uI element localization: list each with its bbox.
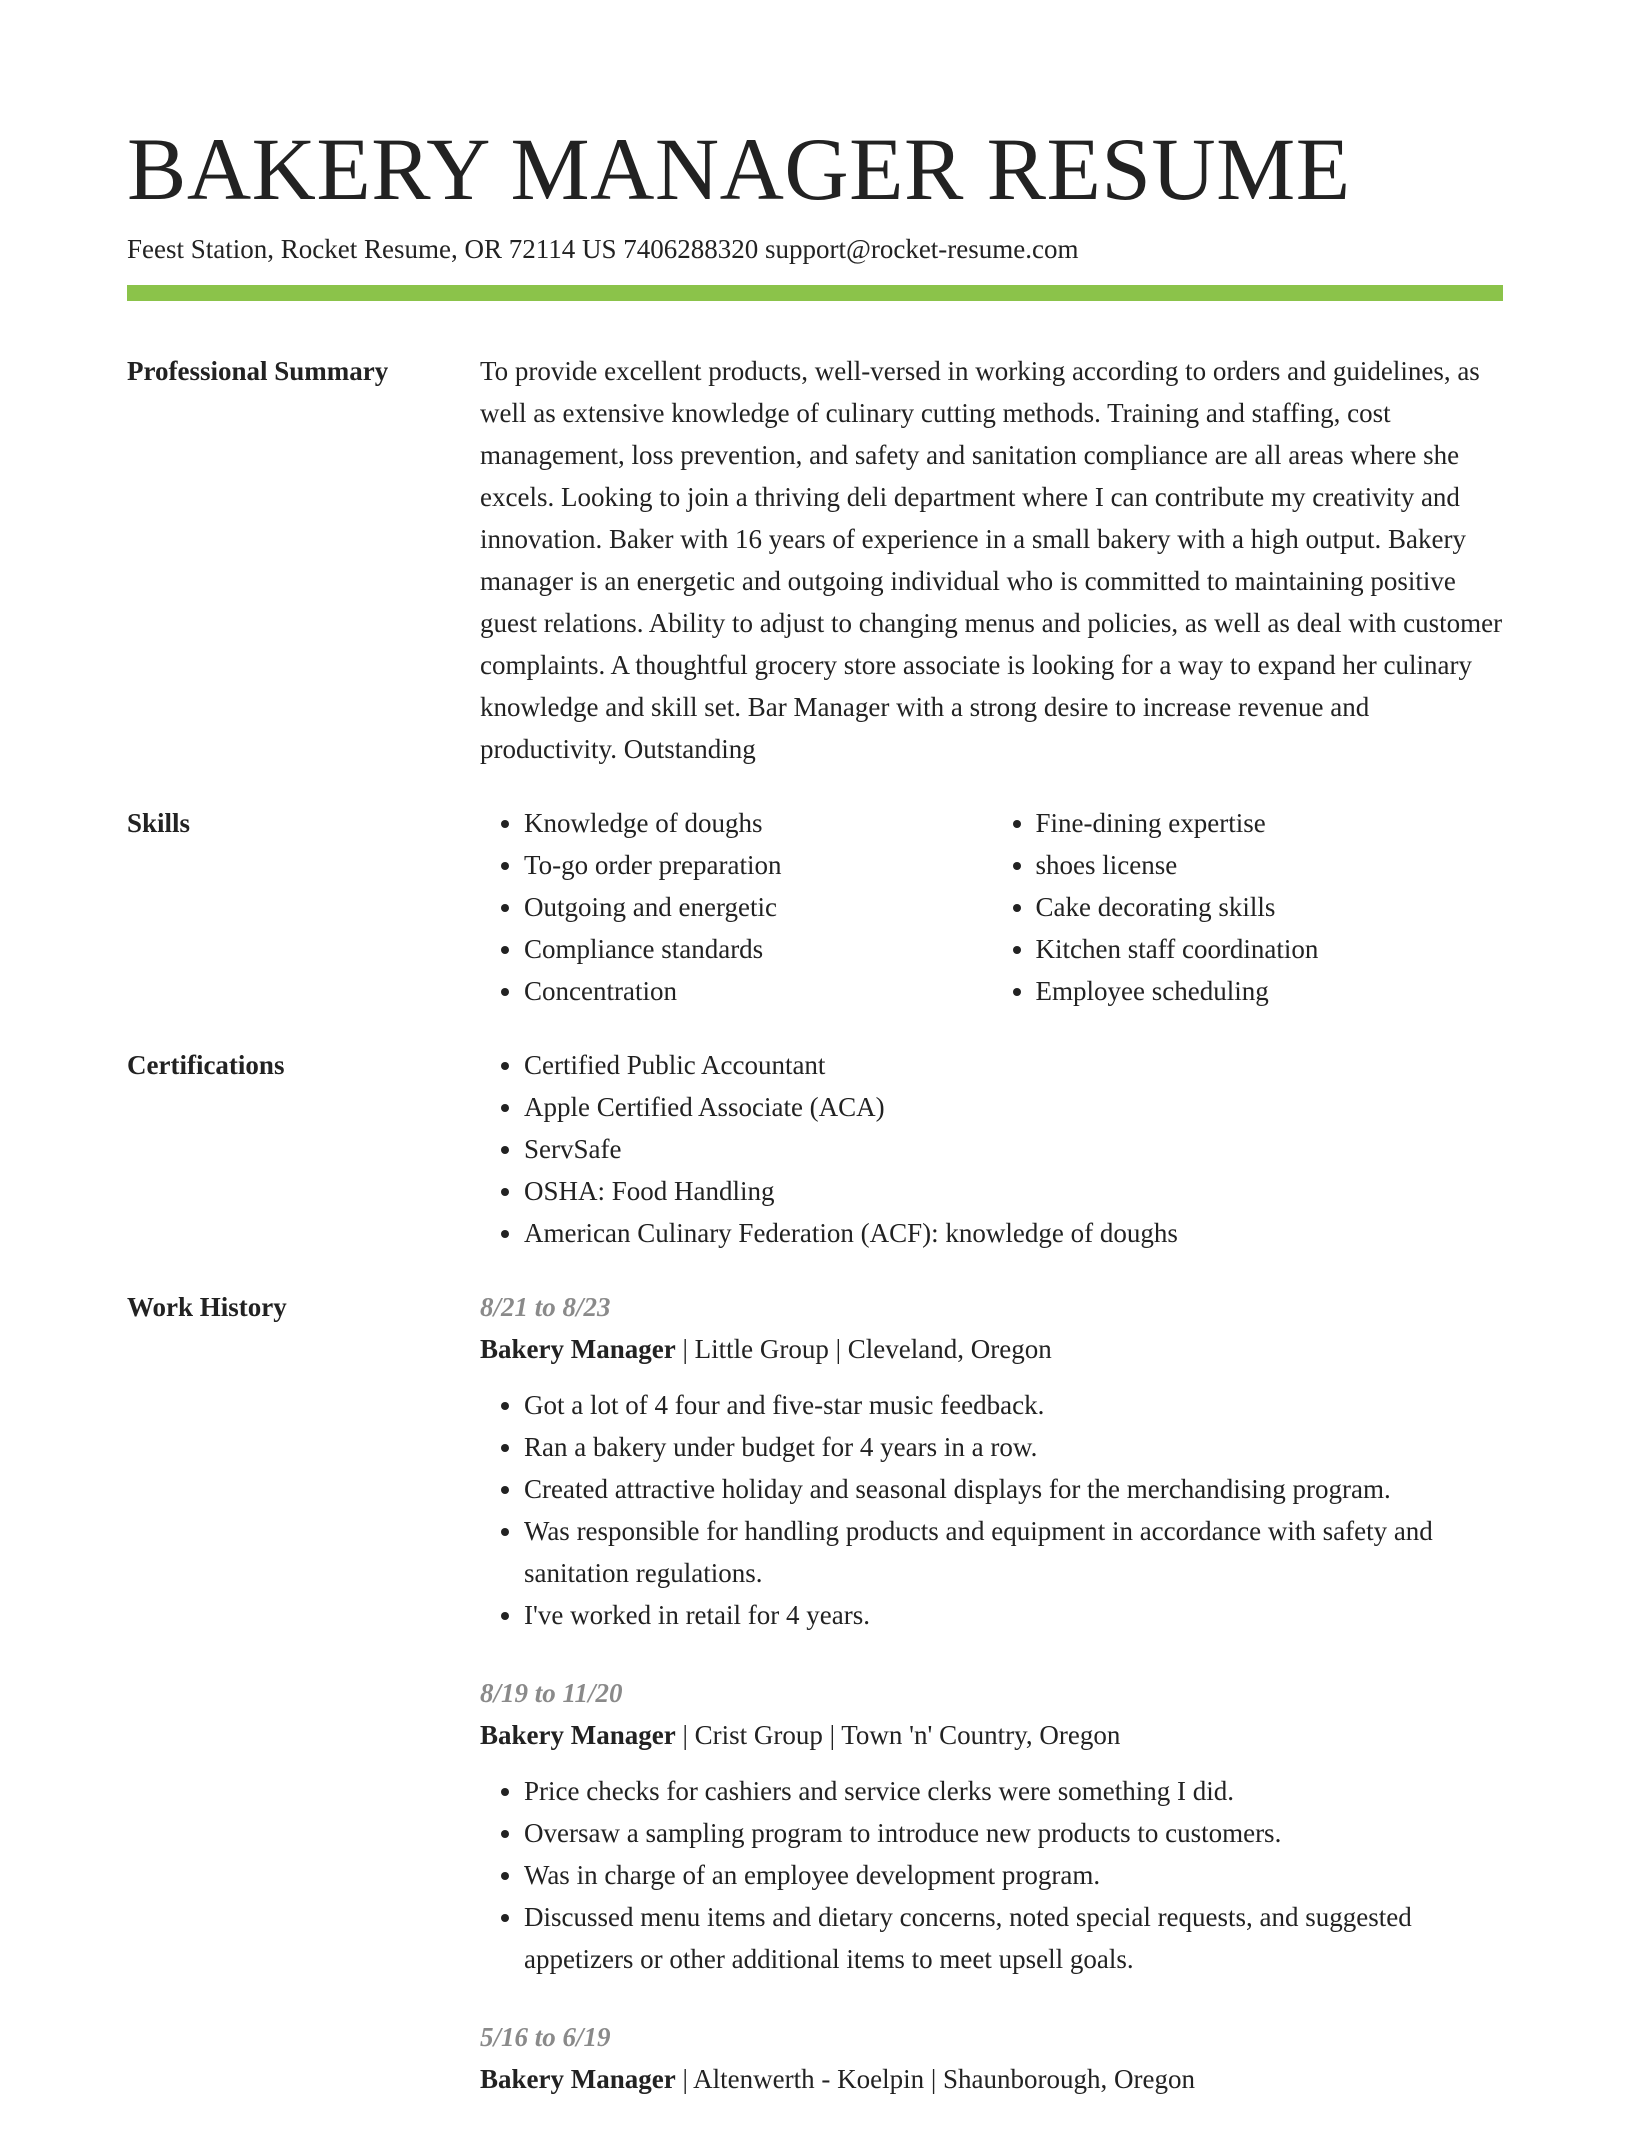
skill-item: • Fine-dining expertise	[1036, 802, 1460, 844]
job-entry	[480, 1286, 1503, 1636]
certification-item: • ServSafe	[524, 1128, 1503, 1170]
job-entry	[480, 2016, 1503, 2100]
skill-item: • shoes license	[1036, 844, 1460, 886]
skills-column-2	[992, 802, 1460, 1012]
work-history-heading: Work History	[127, 1292, 287, 1322]
job-title: Bakery Manager	[480, 2064, 676, 2094]
skill-item: • To-go order preparation	[524, 844, 948, 886]
skill-item: • Kitchen staff coordination	[1036, 928, 1460, 970]
job-header	[480, 1328, 1503, 1370]
job-bullet: • Discussed menu items and dietary concerns, noted special requests, and suggested appetizers or other additional items to meet upsell goals.	[524, 1896, 1503, 1980]
job-dates: 8/21 to 8/23	[480, 1292, 611, 1322]
job-bullets	[480, 1770, 1503, 1980]
skills-column-1	[480, 802, 948, 1012]
job-bullet: • Got a lot of 4 four and five-star music feedback.	[524, 1384, 1503, 1426]
skill-item: • Employee scheduling	[1036, 970, 1460, 1012]
certification-item: • Apple Certified Associate (ACA)	[524, 1086, 1503, 1128]
resume-title: BAKERY MANAGER RESUME	[127, 121, 1351, 219]
job-bullet: • I've worked in retail for 4 years.	[524, 1594, 1503, 1636]
skill-item: • Compliance standards	[524, 928, 948, 970]
job-title: Bakery Manager	[480, 1720, 676, 1750]
job-header	[480, 2058, 1503, 2100]
job-dates: 8/19 to 11/20	[480, 1678, 623, 1708]
certifications-heading: Certifications	[127, 1050, 285, 1080]
skill-item: • Concentration	[524, 970, 948, 1012]
job-bullet: • Created attractive holiday and seasonal displays for the merchandising program.	[524, 1468, 1503, 1510]
job-details: | Little Group | Cleveland, Oregon	[675, 1334, 1052, 1364]
job-title: Bakery Manager	[480, 1334, 676, 1364]
skill-item: • Cake decorating skills	[1036, 886, 1460, 928]
summary-heading: Professional Summary	[127, 356, 389, 386]
job-bullet: • Ran a bakery under budget for 4 years in a row.	[524, 1426, 1503, 1468]
job-bullet: • Price checks for cashiers and service clerks were something I did.	[524, 1770, 1503, 1812]
job-bullet: • Was responsible for handling products and equipment in accordance with safety and sanitation regulations.	[524, 1510, 1503, 1594]
job-bullet: • Oversaw a sampling program to introduce new products to customers.	[524, 1812, 1503, 1854]
certification-item: • American Culinary Federation (ACF): knowledge of doughs	[524, 1212, 1503, 1254]
certification-item: • Certified Public Accountant	[524, 1044, 1503, 1086]
job-details: | Altenwerth - Koelpin | Shaunborough, Oregon	[675, 2064, 1195, 2094]
certification-item: • OSHA: Food Handling	[524, 1170, 1503, 1212]
job-bullets	[480, 1384, 1503, 1636]
accent-divider	[127, 285, 1503, 301]
job-entry	[480, 1672, 1503, 1980]
certifications-list	[480, 1044, 1503, 1254]
job-bullet: • Was in charge of an employee development program.	[524, 1854, 1503, 1896]
skills-heading: Skills	[127, 808, 191, 838]
job-details: | Crist Group | Town 'n' Country, Oregon	[675, 1720, 1121, 1750]
skill-item: • Outgoing and energetic	[524, 886, 948, 928]
contact-line: Feest Station, Rocket Resume, OR 72114 US 7406288320 support@rocket-resume.com	[127, 234, 1079, 264]
job-dates: 5/16 to 6/19	[480, 2022, 611, 2052]
skill-item: • Knowledge of doughs	[524, 802, 948, 844]
summary-text: To provide excellent products, well-versed in working according to orders and guidelines, as well as extensive knowledge of culinary cutting methods. Training and staffing, cost management, loss prevention, and safety and sanitation compliance are all areas where she excels. Looking to join a thriving deli department where I can contribute my creativity and innovation. Baker with 16 years of experience in a small bakery with a high output. Bakery manager is an energetic and outgoing individual who is committed to maintaining positive guest relations. Ability to adjust to changing menus and policies, as well as deal with customer complaints. A thoughtful grocery store associate is looking for a way to expand her culinary knowledge and skill set. Bar Manager with a strong desire to increase revenue and productivity. Outstanding	[480, 356, 1503, 764]
job-header	[480, 1714, 1503, 1756]
